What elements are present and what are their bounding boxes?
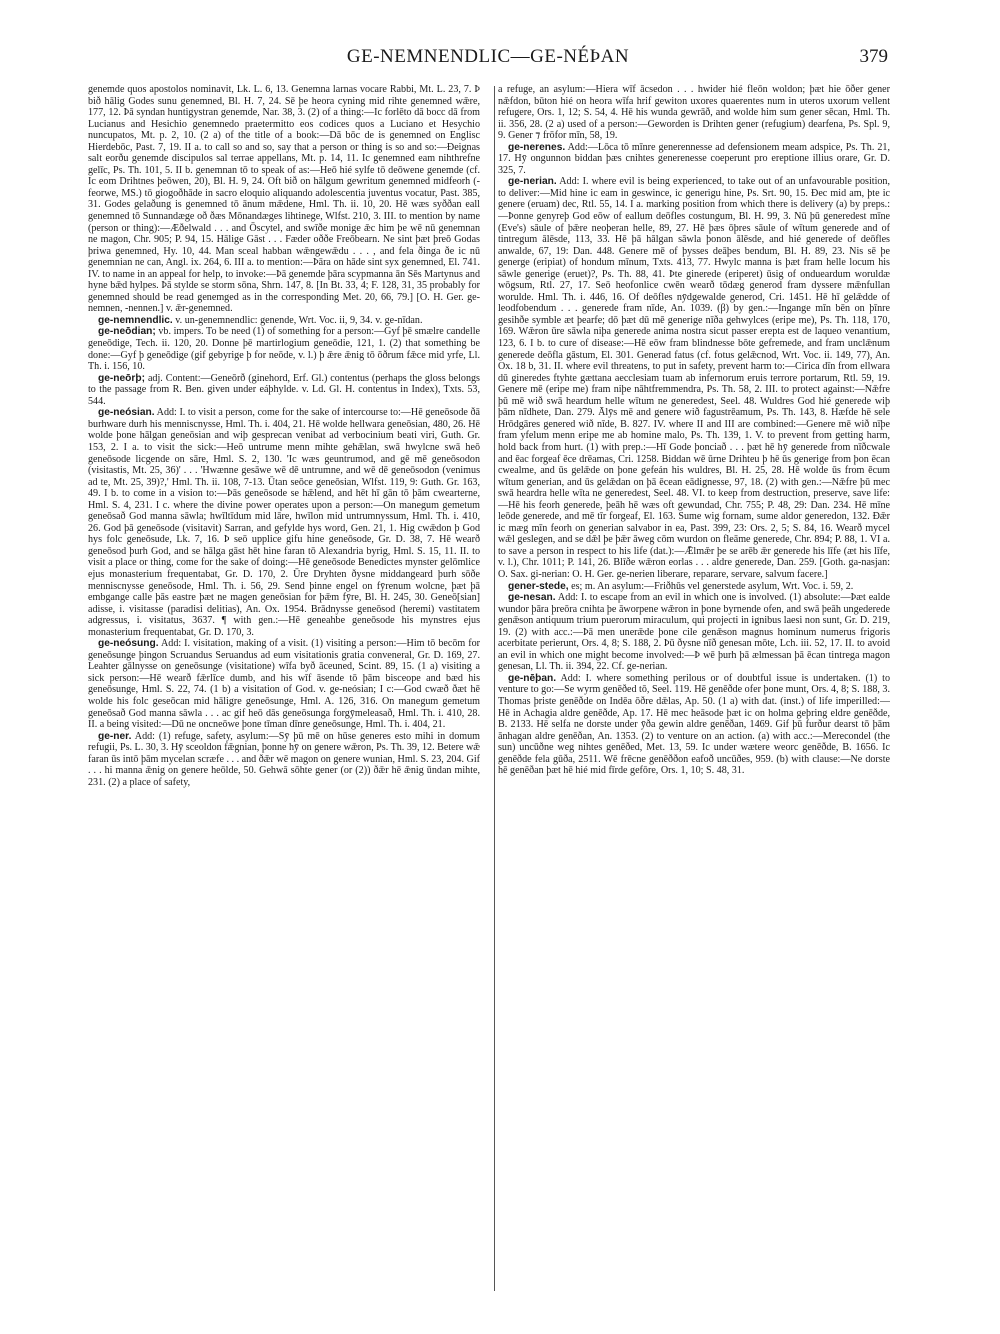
entry-text: Add: I. where evil is being experienced, to take out of an unfavourable position, to deliver:—Mid hine ic eam in geswince, ic generigu hine, Ps. Srt. 90, 15. Ðec mid am, þte ic genere (eruam) dec, Rtl. 55, 14. I a. marking position from which there is delivery (a) by preps.:—Þonne genyreþ God eōw of eallum deōfles costungum, Bl. H. 99, 3. Nū þū generedest mīne (Eve's) sāule of þǣre neoþeran helle, 89, 27. Hē þæs ōþres sāule of wītum generede and of tintregum ālēsde, 113, 33. Hē þā hālgan sāwla þonon ālēsde, and hié generede of deōfles anwalde, 67, 19: Dan. 448. Genere mē of þysses deāþes bendum, Bl. H. 89, 23. Nis sē þe generge (eripiat) of hondum mīnum, Txts. 413, 77. Hwylc manna is þæt fram helle locum his sāwle generige (eruet)?, Ps. Th. 88, 41. Þte ginerede (eriperet) ūsig of ondueardum woruldæ wōgsum, Rtl. 27, 17. Seō heofonlice cwēn wearð tōdæg generod fram dyssere mǣnfullan worulde. Hml. Th. i. 446, 16. Of deōfles nȳdgewalde generod, Cri. 1451. Hē hī gelǣdde of leodfobendum . . . generede fram nīde, An. 1039. (β) by gen.:—Ingange mīn bēn on þīnre gesihðe symble æt þearfe; dō þæt dū mē generige nīða gehwylces (eripe me), Ps. Th. 118, 170, 169. Wǣron ūre sāwla niþa generede anima nostra sicut passer erepta est de laqueo venantium, 123, 6. I b. to cure of disease:—Hē eōw fram blindnesse bōte gefremede, and fram unclǣnum generede deōfla gāstum, El. 301. Generad fatus (cf. fotus gelǣcnod, Wrt. Voc. ii. 149, 77), An. Ox. 18 b, 31. II. where evil threatens, to put in safety, prevent harm to:—Cirica dīn from ellwara dū gineredes ftyhte gættana aecclesiam tuam ab infernorum eruis terrore portarum, Rtl. 59, 19. Genere mē (eripe me) fram niþe nāhtfremmendra, Ps. Th. 58, 2. III. to protect against:—Nǣfre þū mē wið swā heardum helle wītum ne generedest, Seel. 48. Wuldres God hié generede wiþ þām nīdhete, Dan. 279. Ālȳs mē and genere wið fagustrēamum, Ps. Th. 143, 8. Hæfde hē sele Hrōdgāres genered wið nīde, B. 827. IV. where II and III are combined:—Genere mē wið nīþe fram yfelum menn eripe me ab homine malo, Ps. Th. 139, 1. V. to prevent from getting harm, hold back from hurt. (1) with prep.:—Hī Gode þonciað . . . þæt hē hȳ generede from nīðcwale and ēac forgeaf ēce drēamas, Cri. 1258. Biddan wē ūrne Drihteu þ hē ūs generige from þon ēcan cwealme, and ūs gelǣde on þone gefeán his wuldres, Bl. H. 25, 28. Hē wolde ūs from ēcum wītum generian, and ūs gelǣdan on þā ēcean eādignesse, 97, 18. (2) with gen.:—Nǣfre þū mec swā heardra helle wīta ne generedest, Seel. 48. VI. to keep from destruction, preserve, save life:—Hē his feorh generede, þeāh hē wæs oft gewundad, Chr. 755; P. 48, 29: Dan. 234. Hē mīne leōde generede, and mē tīr forgeaf, El. 163. Sume wig fornam, sume aldor generedon, 132. Ðǣr ic mæg mīn feorh on generian salvabor in ea, Past. 399, 23: Ors. 2, 5; S. 84, 16. Wearð mycel wǣl geslegen, and se dǣl þe þǣr āweg cōm wurdon on fleāme generede, Chr. 894; P. 88, 1. VI a. to save a person in respect to his life (dat.):—Ǣlmǣr þe se arēb ǣr generede his līfe (æt his līfe, v. l.), Chr. 1011; P. 141, 26. Blīðe wǣron eorlas . . . aldre generede, Dan. 259. [Goth. ga-nasjan: O. Sax. gi-nerian: O. H. Ger. ge-nerien liberare, reparare, servare, salvum facere.]	[498, 176, 890, 580]
entry-text: Add: I. to escape from an evil in which one is involved. (1) absolute:—Þæt ealde wundor þāra þreōra cnihta þe āworpene wǣron in þone byrnende ofen, and swā þeāh ungederede genǣson antiquum trium puerorum miraculum, qui projecti in ignibus laesi non sunt, Gr. D. 219, 19. (2) with acc.:—Þā men unerǣde þone cile genǣson magnus hominum numerus frigoris acerbitate perierunt, Ors. 4, 8; S. 188, 2. Þū ðysne nīð genesan mōte, Lch. iii. 52, 17. II. to avoid an evil in which one might become involved:—Þ wē þurh þā ælmessan þā ēcan tintrega magon genesan, Ll. Th. ii. 394, 22. Cf. ge-nerian.	[498, 592, 890, 673]
entry-text: Add: I. where something perilous or of doubtful issue is undertaken. (1) to venture to go:—Se wyrm genēðed tō, Seel. 119. Hē genēðde ofer þone munt, Ors. 4, 8; S. 188, 3. Thomas þriste genēðde on Indēa ōðre dǣlas, Ap. 50. (1 a) with dat. (inst.) of life imperilled:—Hē in Achagia aldre genēðde, Ap. 17. Hē mec heāsode þæt ic on holma geþring eldre genēðde, B. 2133. Hē selfa ne dorste under ȳða gewin aldre genēðan, 1469. Gif þū furður dearst tō þām ānhagan aldre genēðan, An. 1353. (2) to venture on an action. (a) with acc.:—Merecondel (the sun) uncūðne weg nihtes genēðed, Met. 13, 59. Ic under wætere weorc genēðde, B. 1656. Ic genēðde fela gūða, 2511. Wē frēcne genēððon eafoð uncūðes, 959. (b) with clause:—Ne dorste hē genēðan þæt hē hié mid fīrde gefōre, Ors. 1, 10; S. 48, 31.	[498, 672, 890, 777]
left-column	[88, 84, 480, 1294]
dictionary-entry	[88, 315, 480, 327]
running-head: GE-NEMNENDLIC—GE-NÉÞAN	[346, 46, 630, 67]
dictionary-entry	[88, 326, 480, 372]
entry-headword: ge-nēþan.	[508, 672, 557, 684]
right-column	[498, 84, 890, 1294]
dictionary-entry	[498, 84, 890, 142]
entry-text: Add:—Lōca tō mīnre generennesse ad defensionem meam adspice, Ps. Th. 21, 17. Hȳ ongunnon biddan þæs cnihtes generenesse coeperunt pro ereptione illius orare, Gr. D. 325, 7.	[498, 141, 890, 176]
entry-headword: ge-nesan.	[508, 592, 556, 604]
entry-headword: ge-neōrþ;	[98, 372, 145, 384]
entry-text: Add: (1) refuge, safety, asylum:—Sȳ þū mē on hūse generes esto mihi in domum refugii, Ps. L. 30, 3. Hȳ sceoldon fǣgnian, þonne hȳ on genere wǣron, Ps. Th. 39, 12. Betere wǣ faran ūs intō þām mycelan scræfe . . . and ðǣr wē magon on genere wunian, Hml. S. 23, 204. Gif . . . hi manna ǣnig on genere heōlde, 50. Gehwā sōhte gener (or (2)) ðǣr hē ǣnig ūndan mihte, 231. (2) a place of safety,	[88, 730, 480, 788]
entry-headword: ge-neósian.	[98, 407, 155, 419]
dictionary-entry	[88, 407, 480, 638]
dictionary-entry	[498, 592, 890, 673]
dictionary-entry	[88, 731, 480, 789]
entry-text: Add: I. visitation, making of a visit. (1) visiting a person:—Him tō becōm for geneōsunge þingon Scruandus Seruandus ad eum visitationis gratia conveneral, Gr. D. 169, 27. Leahter gālnysse on geneōsunge (visitatione) wīfa byð āceuned, Scint. 89, 15. (1 a) visiting a sick person:—Hē wearð fǣrlīce dumb, and his wīf āsende tō þām bisceope and bæd his geneōsunge, Hml. S. 22, 74. (1 b) a visitation of God. v. ge-neósian; I c:—God cwæð ðæt hē wolde his folc geseōcan mid hāligre geneōsunge, Hml. A. 126, 316. On manegum gemetum geneōsað God manna sāwla . . . ac gif heō dās geneōsunga forgȳmeleasað, Hml. Th. i. 410, 28. II. a being visited:—Dū ne oncneōwe þone tīman dīnre geneōsunge, Hml. Th. i. 404, 21.	[88, 638, 480, 731]
dictionary-entry	[88, 373, 480, 408]
dictionary-entry	[88, 638, 480, 730]
dictionary-entry	[498, 673, 890, 777]
entry-text: genemde quos apostolos nominavit, Lk. L. 6, 13. Genemna larnas vocare Rabbi, Mt. L. 23, 7. Þ bið hālig Godes sunu genemned, Bl. H. 7, 24. Sē þe heora cyning mid rihte genemned wǣre, 177, 12. Þā syndan huntigystran genemde, Nar. 38, 3. (2) of a thing:—Ic forlēto dā bocc dā from Lucianus and Hesichio genemnedo praetermitto eos codices quos a Luciano et Hesychio nuncupatos, Mt. p. 2, 10. (2 a) of the title of a book:—Dā bōc de is genemned on Englisc Hierdebōc, Past. 7, 19. II a. to call so and so, say that a person or thing is so and so:—Ðeignas salt eorðu genemde discipulos sal terrae appellans, Mt. p. 14, 11. Ic genemned eam nihthrefne gelīc, Ps. Th. 101, 5. II b. genemnan tō to speak of as:—Heō hié sylfe tō deōwene genemde (cf. Ic eom Drihtnes þeōwen, 20), Bl. H. 9, 24. Oft bið on hālgum gewritum genemned midfeorh (-feorwe, MS.) tō giogoðhāde in sacro eloquio aliquando adolescentia juventus vocatur, Past. 385, 31. Godes gelaðung is genemned tō ānum mǣdene, Hml. Th. ii. 10, 20. Hē wæs syððan eall genemned tō Sunnandæge oð ðæs Mōnandæges lihtinege, Wlfst. 210, 3. III. to mention by name (person or thing):—Æðelwald . . . and Ōscytel, and swīðe monige ǣc him þe wē nū genemnan ne magon, Chr. 905; P. 94, 15. Hālige Gāst . . . Fæder oððe Freōbearn. Ne sint þæt þreō Godas þriwa genemned, Hy. 10, 44. Man sceal habban wǣngewǣdu . . . , and fela ðinga ðe ic nū genemnian ne can, Angl. ix. 264, 6. III a. to mention:—Þāra on hāde sint syx genemned, El. 741. IV. to name in an appeal for help, to invoke:—Þā genemde þāra scypmanna ān Sēs Martynus and hyne bǣd hylpes. Þā stylde se storm sōna, Shrn. 147, 8. [In Bt. 33, 4; F. 128, 31, 35 probably for genemned should be read genemged as in the corresponding Met. 20, 66, 79.] [O. H. Ger. ge-nemnen, -nennen.] v. ǣr-genemned.	[88, 84, 480, 315]
entry-text: vb. impers. To be need (1) of something for a person:—Gyf þē smælre candelle geneōdige, Tech. ii. 120, 20. Donne þē martirlogium geneōdie, 121, 1. (2) that something be done:—Gyf þ geneōdige (gif gebyrige þ for neōde, v. l.) þ ǣre ǣnig tō ōðrum fǣce mid yrfe, Ll. Th. i. 156, 10.	[88, 326, 480, 373]
entry-text: a refuge, an asylum:—Hiera wīf ācsedon . . . hwider hié fleōn woldon; þæt hie ōðer gener nǣfdon, būton hié on heora wīfa hrif gewiton uxores quaerentes num in uteros uxorum vellent refugere, Ors. 1, 12; S. 54, 4. Hē his wunda gewrāð, and wolde him sum gener sēcan, Hml. Th. ii. 356, 28. (2 a) used of a person:—Geworden is Drihten gener (refugium) dearfena, Ps. Spl. 9, 9. Gener ⁊ frōfor mīn, 58, 19.	[498, 84, 890, 142]
entry-headword: ge-nemnendlic.	[98, 314, 173, 326]
dictionary-entry	[498, 142, 890, 177]
entry-headword: gener-stede,	[508, 580, 569, 592]
entry-text: es; m. An asylum:—Friðhūs vel generstede asylum, Wrt. Voc. i. 59, 2.	[571, 580, 854, 592]
page-header	[88, 42, 888, 82]
entry-text: v. un-genemnendlic: genende, Wrt. Voc. ii, 9, 34. v. ge-nīdan.	[175, 314, 423, 326]
column-divider	[494, 86, 495, 1291]
page-number: 379	[859, 46, 888, 67]
entry-headword: ge-neōdian;	[98, 326, 156, 338]
entry-headword: ge-nerenes.	[508, 141, 566, 153]
entry-headword: ge-ner.	[98, 730, 132, 742]
dictionary-entry	[88, 84, 480, 315]
dictionary-entry	[498, 176, 890, 580]
dictionary-entry	[498, 581, 890, 593]
entry-headword: ge-neósung.	[98, 638, 159, 650]
entry-headword: ge-nerian.	[508, 176, 557, 188]
entry-text: adj. Content:—Geneōrð (ginehord, Erf. Gl.) contentus (perhaps the gloss belongs to the passage from R. Ben. given under eáþhylde. v. Ld. Gl. H. contentus in Index), Txts. 53, 544.	[88, 372, 480, 407]
entry-text: Add: I. to visit a person, come for the sake of intercourse to:—Hē geneōsode ðā burhware durh his menniscnysse, Hml. Th. i. 404, 21. Hē wolde hellwara geneōsian, 480, 26. Hē wolde þone hālgan geneōsian and wiþ gesprecan venibat ad verbocinium beati viri, Guth. Gr. 153, 2. I a. to visit the sick:—Heō untrume menn mihte gehǣlan, swā hwylcne swā heō geneōsode licgende on sāre, Hml. S. 2, 130. 'Ic wæs geuntrumod, and gē mē geneōsodon (visitastis, Mt. 25, 36)' . . . 'Hwænne gesāwe wē dē untrumne, and wē dē geneōsodon (venimus ad te, Mt. 25, 39)?,' Hml. Th. ii. 108, 7-13. Ūtan seōce geneōsian, Wlfst. 119, 9: Guth. Gr. 163, 49. I b. to come in a vision to:—Þās geneōsode se hǣlend, and hēt hī gān tō þām cwearterne, Hml. S. 4, 231. I c. where the divine power operates upon a person:—On manegum gemetum geneōsað God manna sāwla; hwīltīdum mid lāre, hwīlon mid untrumnyssum, Hml. Th. i. 410, 26. God þā geneōsode (visitavit) Sarran, and gefylde hys word, Gen. 21, 1. Hig cwǣdon þ God hys folc geneōsude, Lk. 7, 16. Þ seō upplice gifu hine geneōsode, Gr. D. 38, 7. Hē wearð geneōsod þurh God, and se hālga gāst hēt hine faran tō Alexandria byrig, Hml. S. 15, 11. II. to visit a place or thing, come for the sake of doing:—Hē geneōsode Benedictes mynster gelōmlice ejus monasterium frequentabat, Gr. D. 170, 2. Ūre Dryhten ðysne middangeard þurh sōðe menniscnysse geneōsode, Hml. Th. i. 56, 29. Send þinne engel on fȳrenum wolcne, þæt þā embgange calle þās eastre þæt ne magen geneōsian for þǣm fȳre, Bl. H. 245, 30. Geneō[sian] adisse, i. visitasse (paradisi delitias), An. Ox. 1954. Brādnysse geneōsod (heremi) vastitatem adgressus, i. visitatus, 3637. ¶ with gen.:—Hē geneahbe geneōsode his mynstres ejus monasterium frequentabat, Gr. D. 170, 3.	[88, 407, 480, 638]
